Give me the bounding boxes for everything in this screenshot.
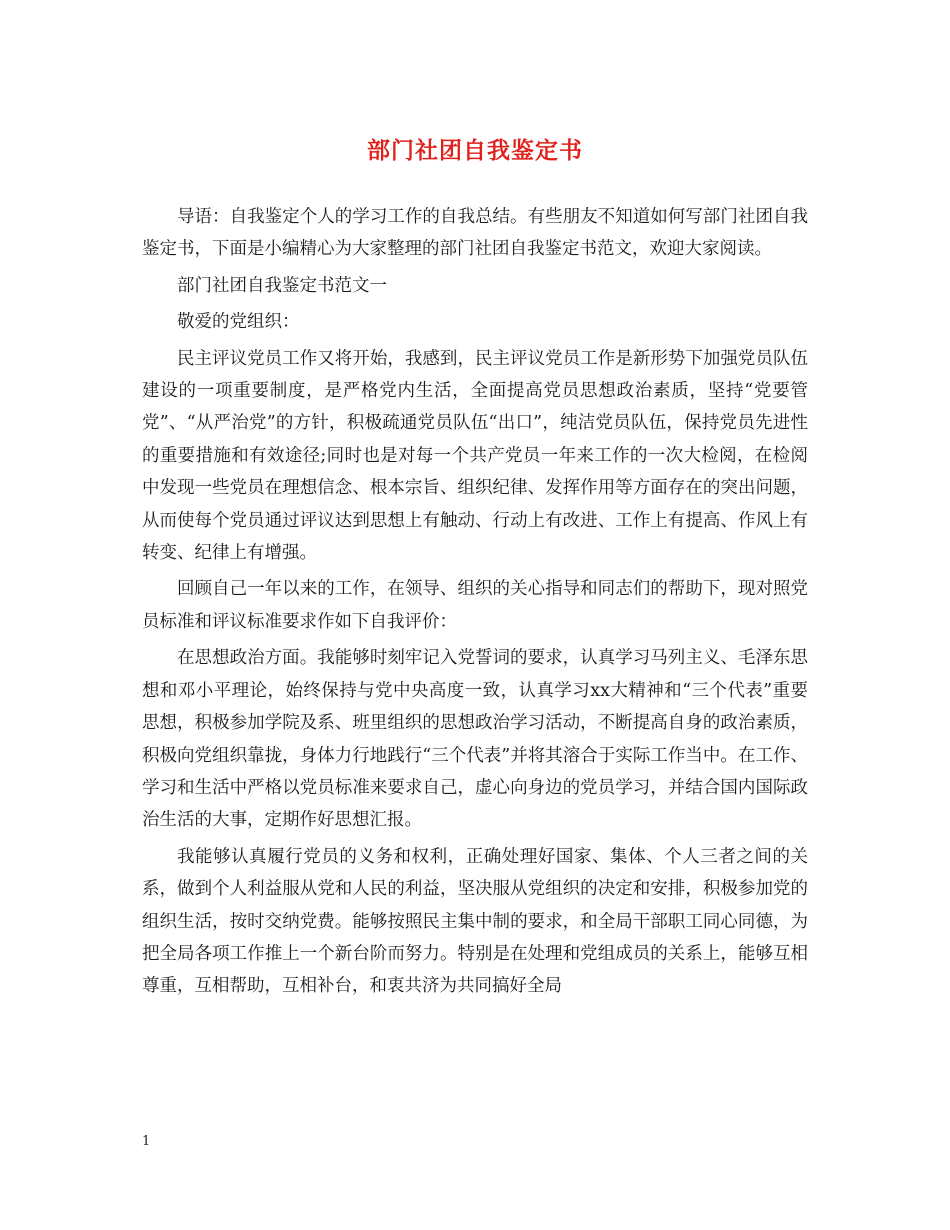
document-body bbox=[142, 201, 808, 1007]
body-paragraph: 回顾自己一年以来的工作，在领导、组织的关心指导和同志们的帮助下，现对照党员标准和评议标准要求作如下自我评价： bbox=[142, 579, 808, 632]
body-paragraph: 在思想政治方面。我能够时刻牢记入党誓词的要求，认真学习马列主义、毛泽东思想和邓小平理论，始终保持与党中央高度一致，认真学习xx大精神和“三个代表”重要思想，积极参加学院及系、班里组织的思想政治学习活动，不断提高自身的政治素质，积极向党组织靠拢，身体力行地践行“三个代表”并将其溶合于实际工作当中。在工作、学习和生活中严格以党员标准来要求自己，虚心向身边的党员学习，并结合国内国际政治生活的大事，定期作好思想汇报。 bbox=[142, 648, 808, 831]
intro-paragraph: 导语：自我鉴定个人的学习工作的自我总结。有些朋友不知道如何写部门社团自我鉴定书，下面是小编精心为大家整理的部门社团自我鉴定书范文，欢迎大家阅读。 bbox=[142, 207, 808, 260]
salutation: 敬爱的党组织： bbox=[177, 312, 300, 333]
document-title: 部门社团自我鉴定书 bbox=[367, 137, 583, 164]
body-paragraph: 民主评议党员工作又将开始，我感到，民主评议党员工作是新形势下加强党员队伍建设的一项重要制度，是严格党内生活，全面提高党员思想政治素质，坚持“党要管党”、“从严治党”的方针，积极疏通党员队伍“出口”，纯洁党员队伍，保持党员先进性的重要措施和有效途径;同时也是对每一个共产党员一年来工作的一次大检阅，在检阅中发现一些党员在理想信念、根本宗旨、组织纪律、发挥作用等方面存在的突出问题，从而使每个党员通过评议达到思想上有触动、行动上有改进、工作上有提高、作风上有转变、纪律上有增强。 bbox=[142, 348, 808, 564]
section-heading: 部门社团自我鉴定书范文一 bbox=[177, 275, 387, 296]
body-paragraph: 我能够认真履行党员的义务和权利，正确处理好国家、集体、个人三者之间的关系，做到个人利益服从党和人民的利益，坚决服从党组织的决定和安排，积极参加党的组织生活，按时交纳党费。能够按照民主集中制的要求，和全局干部职工同心同德，为把全局各项工作推上一个新台阶而努力。特别是在处理和党组成员的关系上，能够互相尊重，互相帮助，互相补台，和衷共济为共同搞好全局 bbox=[142, 846, 808, 997]
page-number: 1 bbox=[142, 1134, 151, 1149]
